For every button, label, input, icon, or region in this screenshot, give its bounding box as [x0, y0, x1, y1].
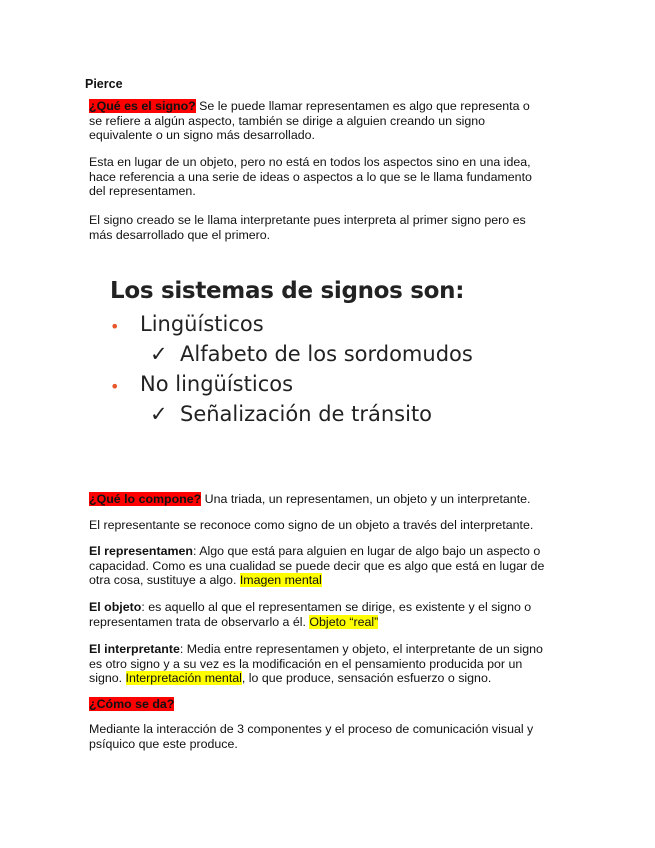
- term-representamen: El representamen: [89, 544, 193, 558]
- slide-check-transito: ✓ Señalización de tránsito: [150, 402, 433, 426]
- paragraph-como-se-da: [89, 697, 569, 712]
- paragraph-interpretante-intro: El signo creado se le llama interpretante pues interpreta al primer signo pero es más desarrollado que el primero.: [89, 213, 526, 242]
- paragraph-lugar-objeto: Esta en lugar de un objeto, pero no está en todos los aspectos sino en una idea, hace referencia a una serie de ideas o aspectos a lo que se le llama fundamento del representamen.: [89, 155, 532, 199]
- paragraph-objeto: El objeto: es aquello al que el representamen se dirige, es existente y el signo o representamen trata de observarlo a él. Objeto “real”: [89, 600, 532, 629]
- highlight-interpretacion-mental: Interpretación mental: [125, 671, 242, 686]
- bullet-dot-icon: •: [110, 317, 120, 336]
- question-que-es-signo: ¿Qué es el signo?: [89, 99, 196, 113]
- paragraph-mediante: Mediante la interacción de 3 componentes y el proceso de comunicación visual y psíquico que este produce.: [89, 722, 534, 751]
- slide-check-sordomudos: ✓ Alfabeto de los sordomudos: [150, 342, 473, 366]
- question-como-se-da: ¿Cómo se da?: [89, 697, 175, 711]
- checkmark-icon: ✓: [150, 342, 168, 366]
- embedded-slide-image: Los sistemas de signos son: • Lingüísticos ✓ Alfabeto de los sordomudos • No lingüísticos ✓ Señalización de tránsito: [110, 278, 473, 426]
- slide-title: Los sistemas de signos son:: [110, 278, 465, 304]
- paragraph-que-es-signo: ¿Qué es el signo? Se le puede llamar representamen es algo que representa o se refiere a algún aspecto, también se dirige a alguien creando un signo equivalente o un signo más desarrollado.: [89, 99, 530, 143]
- paragraph-interpretante: El interpretante: Media entre representamen y objeto, el interpretante de un signo es otro signo y a su vez es la modificación en el pensamiento producida por un signo. Interpretación mental, lo que produce, sensación esfuerzo o signo.: [89, 642, 543, 686]
- highlight-imagen-mental: Imagen mental: [239, 573, 322, 588]
- doc-title: Pierce: [85, 77, 123, 91]
- paragraph-que-lo-compone: ¿Qué lo compone? Una triada, un representamen, un objeto y un interpretante.: [89, 492, 531, 506]
- bullet-dot-icon: •: [110, 377, 120, 396]
- term-interpretante: El interpretante: [89, 642, 180, 656]
- checkmark-icon: ✓: [150, 402, 168, 426]
- term-objeto: El objeto: [89, 600, 142, 614]
- paragraph-representante: El representante se reconoce como signo de un objeto a través del interpretante.: [89, 518, 534, 532]
- highlight-objeto-real: Objeto “real”: [309, 614, 379, 629]
- question-que-lo-compone: ¿Qué lo compone?: [89, 492, 202, 506]
- paragraph-representamen: El representamen: Algo que está para alguien en lugar de algo bajo un aspecto o capacidad. Como es una cualidad se puede decir que es algo que está en lugar de otra cosa, sustituye a algo. Imagen mental: [89, 544, 545, 588]
